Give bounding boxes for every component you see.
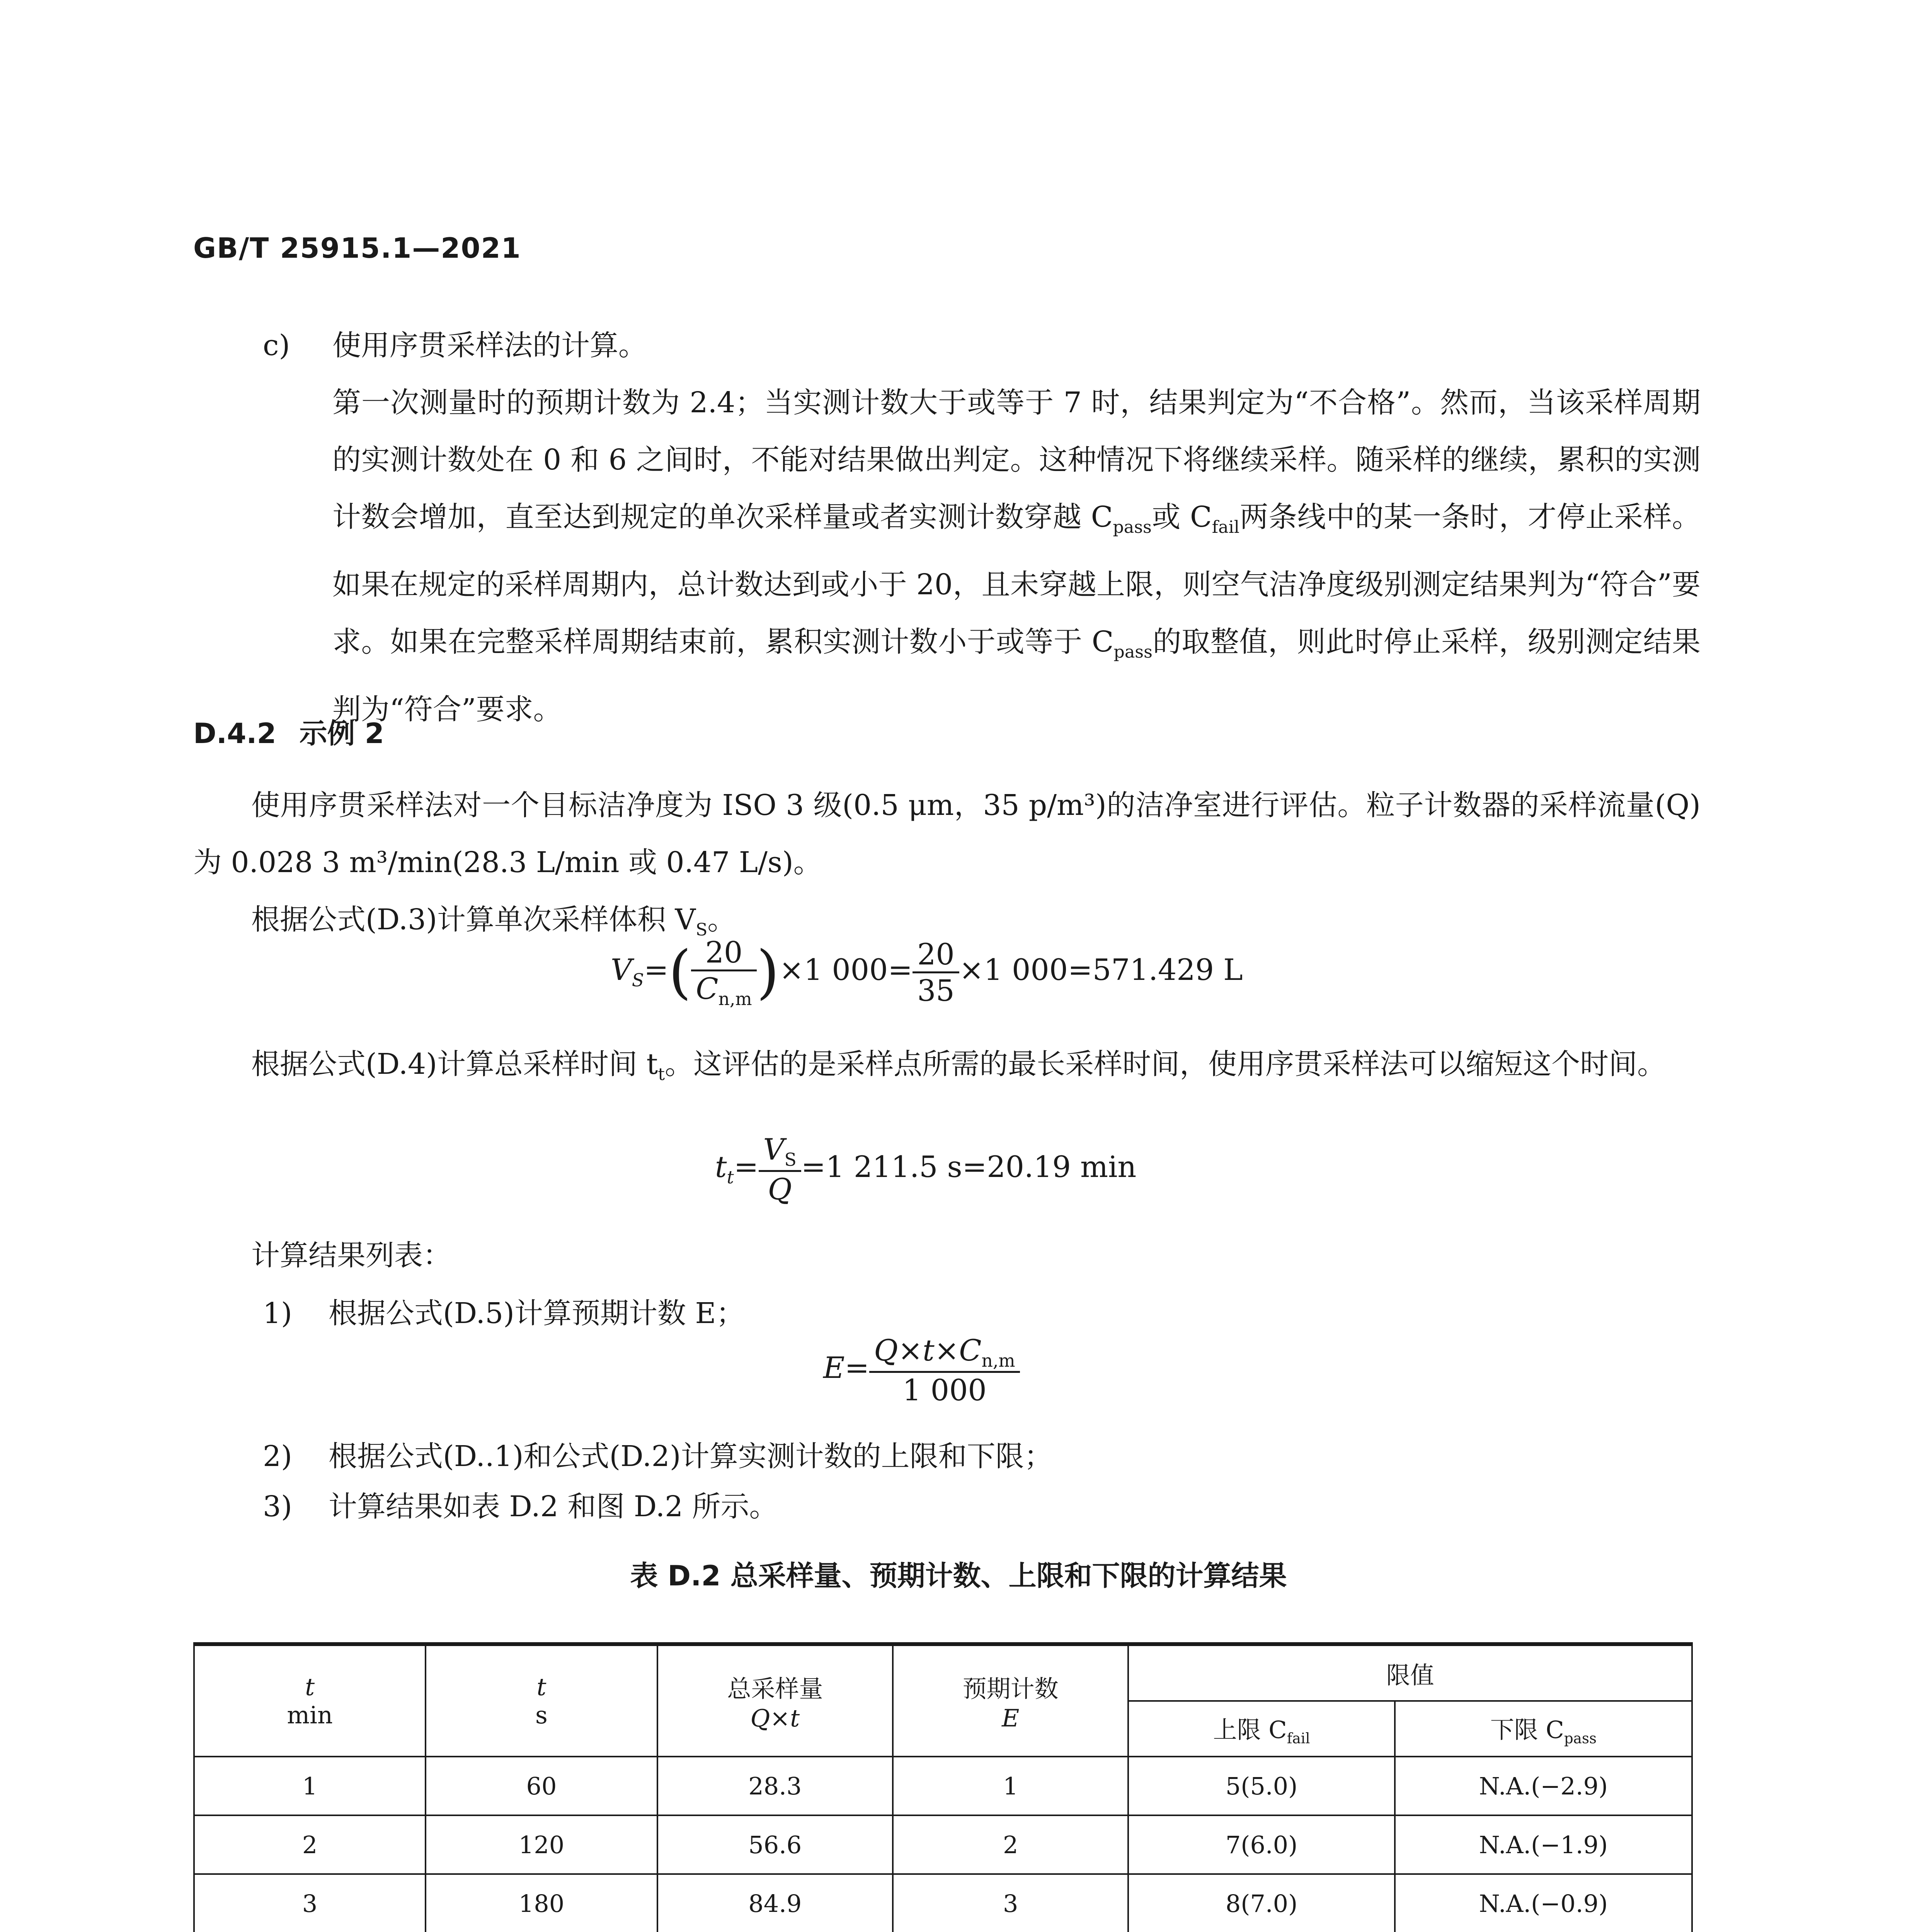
- intro-paragraph: [193, 777, 1701, 959]
- table-cell: 3: [893, 1874, 1128, 1932]
- intro-text-1: 使用序贯采样法对一个目标洁净度为 ISO 3 级(0.5 μm，35 p/m³)的洁净室进行评估。粒子计数器的采样流量(Q)为 0.028 3 m³/min(28.3 L/min 或 0.47 L/s)。: [193, 789, 1701, 879]
- col-header-total-volume: 总采样量 Q×t: [657, 1644, 893, 1757]
- col-header-expected-count: 预期计数 E: [893, 1644, 1128, 1757]
- table-cell: 1: [194, 1757, 426, 1815]
- table-cell: 2: [194, 1815, 426, 1874]
- table-cell: 56.6: [657, 1815, 893, 1874]
- table-cell: 180: [426, 1874, 657, 1932]
- item-c: [263, 317, 1701, 738]
- table-row: [194, 1757, 1692, 1815]
- table-cell: 8(7.0): [1128, 1874, 1394, 1932]
- table-row: [194, 1815, 1692, 1874]
- col-header-t-s: t s: [426, 1644, 657, 1757]
- item-label: c): [263, 329, 290, 362]
- section-heading: [193, 711, 407, 751]
- results-table: [193, 1642, 1693, 1932]
- section-number: D.4.2: [193, 717, 276, 750]
- section-title: 示例 2: [299, 717, 384, 750]
- item-body: 第一次测量时的预期计数为 2.4；当实测计数大于或等于 7 时，结果判定为“不合格”。然而，当该采样周期的实测计数处在 0 和 6 之间时，不能对结果做出判定。这种情况下将继续采样。随采样的继续，累积的实测计数会增加，直至达到规定的单次采样量或者实测计数穿越 $C_{pass}$或 $C_{fail}$两条线中的某一条时，才停止采样。如果在规定的采样周期内，总计数达到或小于 20，且未穿越上限，则空气洁净度级别测定结果判为“符合”要求。如果在完整采样周期结束前，累积实测计数小于或等于 $C_{pass}$的取整值，则此时停止采样，级别测定结果判为“符合”要求。: [332, 386, 1701, 726]
- table-cell: 2: [893, 1815, 1128, 1874]
- col-header-lower: 下限 $C_{pass}$: [1395, 1701, 1692, 1757]
- table-cell: 1: [893, 1757, 1128, 1815]
- results-intro: 计算结果列表：: [251, 1239, 451, 1272]
- table-cell: N.A.(−1.9): [1395, 1815, 1692, 1874]
- sampling-time-paragraph: 根据公式(D.4)计算总采样时间 $t_t$。这评估的是采样点所需的最长采样时间，使用序贯采样法可以缩短这个时间。: [251, 1048, 1666, 1084]
- table-cell: N.A.(−2.9): [1395, 1757, 1692, 1815]
- table-cell: 5(5.0): [1128, 1757, 1394, 1815]
- document-code: GB/T 25915.1—2021: [193, 232, 521, 264]
- list-item: 1) 根据公式(D.5)计算预期计数 E；: [263, 1297, 745, 1330]
- table-cell: 3: [194, 1874, 426, 1932]
- table-cell: N.A.(−0.9): [1395, 1874, 1692, 1932]
- table-cell: 84.9: [657, 1874, 893, 1932]
- item-title: 使用序贯采样法的计算。: [332, 329, 647, 362]
- col-header-t-min: t min: [194, 1644, 426, 1757]
- formula-sampling-time: $t_t=$ $\frac{V_S}{Q}$ =1 211.5 s=20.19 min: [715, 1132, 1137, 1207]
- table-cell: 120: [426, 1815, 657, 1874]
- table-cell: 28.3: [657, 1757, 893, 1815]
- formula-expected-count: E= $\frac{Q\times t\times C_{n,m}}{1 000}$: [823, 1333, 1020, 1407]
- formula-sample-volume: $V_S=$( $\frac{20}{C_{n,m}}$ )×1 000= $\frac{20}{35}$ ×1 000=571.429 L: [611, 935, 1243, 1010]
- col-header-upper: 上限 $C_{fail}$: [1128, 1701, 1394, 1757]
- table-row: [194, 1874, 1692, 1932]
- list-item: 2) 根据公式(D..1)和公式(D.2)计算实测计数的上限和下限；: [263, 1440, 1053, 1473]
- table-cell: 7(6.0): [1128, 1815, 1394, 1874]
- table-caption: 表 D.2 总采样量、预期计数、上限和下限的计算结果: [630, 1560, 1287, 1592]
- col-header-limits: 限值: [1128, 1644, 1692, 1701]
- list-item: 3) 计算结果如表 D.2 和图 D.2 所示。: [263, 1490, 778, 1523]
- intro-text-2: 根据公式(D.3)计算单次采样体积 $V_S$。: [251, 903, 736, 940]
- table-cell: 60: [426, 1757, 657, 1815]
